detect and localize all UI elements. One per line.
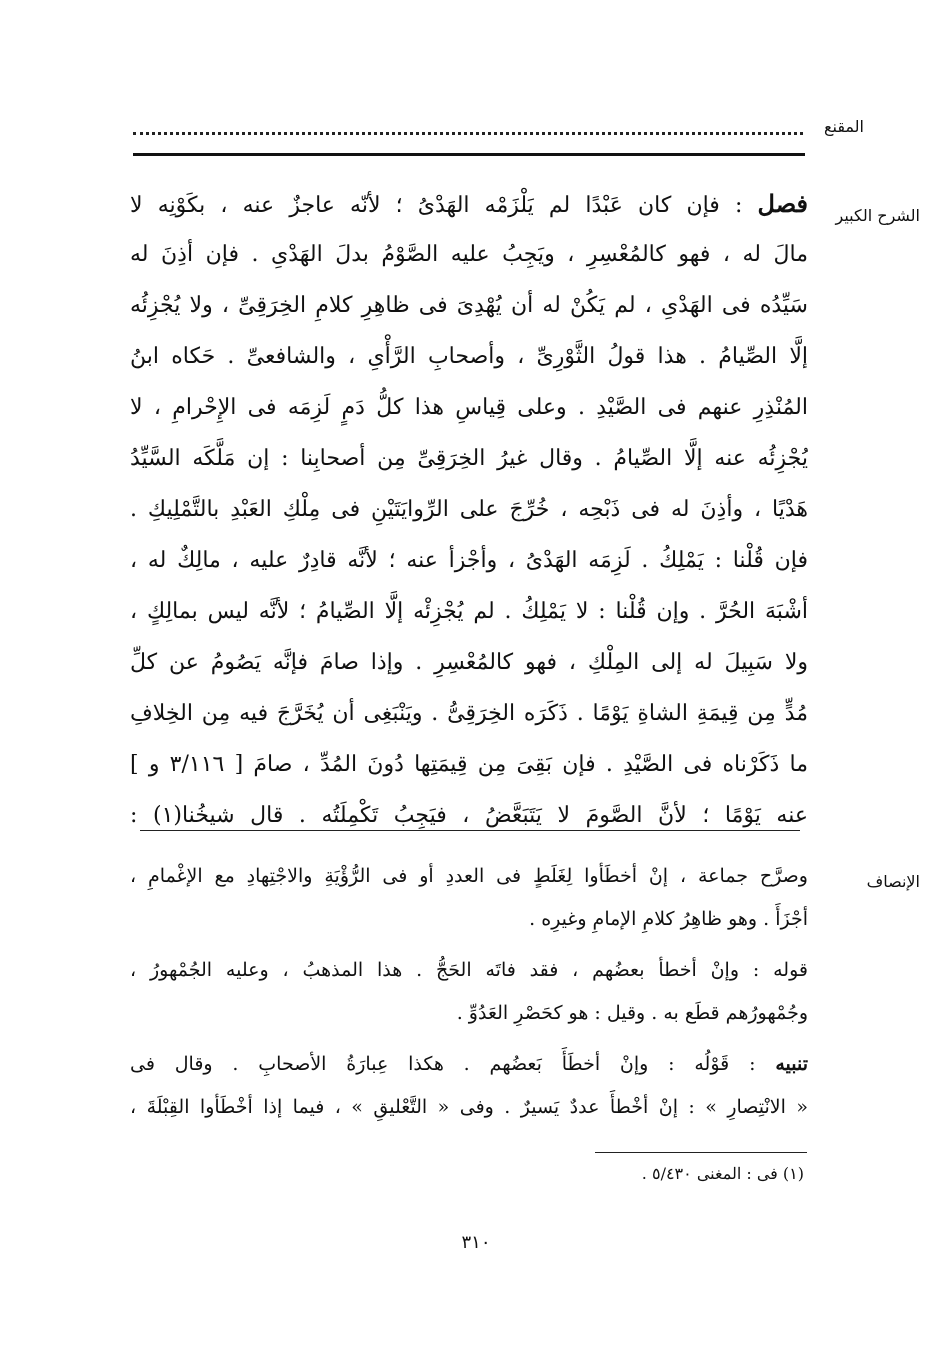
running-header: المقنع: [823, 117, 864, 136]
footnote-rule: [595, 1152, 807, 1153]
header-rule: [133, 153, 805, 156]
header-dotted-rule: [133, 118, 803, 135]
main-text-line: مُدٍّ مِن قِيمَةِ الشاةِ يَوْمًا . ذَكَرَه الخِرَقِىُّ . ويَنْبَغِى أن يُخَرَّجَ فيه مِن الخِلافِ: [130, 701, 808, 726]
main-text-line: مالَ له ، فهو كالمُعْسِرِ ، ويَجِبُ عليه الصَّوْمُ بدلَ الهَدْىِ . فإن أذِنَ له: [130, 242, 808, 267]
main-text-line: إلَّا الصِّيامُ . هذا قولُ الثَّوْرِىِّ ، وأصحابِ الرَّأْىِ ، والشافعىِّ . حَكاه ابنُ: [130, 344, 808, 369]
main-text-line: فإن قُلْنا : يَمْلِكُ . لَزِمَه الهَدْىُ ، وأجْزأ عنه ؛ لأنَّه قادِرٌ عليه ، مالِكٌ له ،: [130, 548, 808, 573]
insaf-text-line: وصرَّح جماعة ، إنْ أخطَأوا لِغَلَطٍ فى العددِ أو فى الرُّؤْيَةِ والاجْتِهادِ مع الإغْمامِ ،: [130, 865, 808, 887]
section-divider: [140, 830, 800, 831]
main-text-line: أشْبَهَ الحُرَّ . وإن قُلْنا : لا يَمْلِكُ . لم يُجْزِئْه إلَّا الصِّيامُ ؛ لأنَّه ليس بمالِكٍ ،: [130, 599, 808, 624]
footnote: (١) فى : المغنى ٥/٤٣٠ .: [641, 1164, 804, 1183]
insaf-text-line-rest: : قَوْلُه : وإنْ أخطَأَ بَعضُهم . هكذا عِبارَةُ الأصحابِ . وقال فى: [130, 1053, 756, 1075]
note-heading: تنبيه: [775, 1053, 808, 1075]
insaf-text-line: وجُمْهورُهم قطَع به . وقيل : هو كحَصْرِ العَدُوِّ .: [456, 1002, 808, 1024]
main-text-line-rest: : فإن كان عَبْدًا لم يَلْزَمْه الهَدْىُ ؛ لأنّه عاجزٌ عنه ، بكَوْنِه لا: [130, 193, 743, 218]
main-text-line: [130, 178, 808, 229]
insaf-text-line: [130, 1043, 808, 1086]
page-number: ٣١٠: [461, 1232, 491, 1253]
insaf-text-line: أجْزَأَ . وهو ظاهِرُ كلامِ الإمامِ وغيرِه .: [529, 908, 808, 930]
main-side-label: الشرح الكبير: [835, 206, 920, 225]
main-text-line: ما ذَكَرْناه فى الصَّيْدِ . فإن بَقِىَ مِن قِيمَتِها دُونَ المُدِّ ، صامَ [ ٣/١١٦ و ]: [130, 752, 808, 777]
insaf-text-block: [130, 855, 808, 1129]
main-text-line: يُجْزِئُه عنه إلَّا الصِّيامُ . وقال غيرُ الخِرَقِىِّ مِن أصحابِنا : إن مَلَّكَه السَّيِّدُ: [130, 446, 808, 471]
insaf-text-line: « الانْتِصارِ » : إنْ أخْطأَ عددٌ يَسيرٌ . وفى « التَّعْليقِ » ، فيما إذا أخْطَأوا القِبْلَةَ ،: [130, 1096, 808, 1118]
main-text-block: [130, 178, 808, 841]
main-text-line: المُنْذِرِ عنهم فى الصَّيْدِ . وعلى قِياسِ هذا كلُّ دَمٍ لَزِمَه فى الإِحْرامِ ، لا: [130, 395, 808, 420]
main-text-line: ولا سَبِيلَ له إلى المِلْكِ ، فهو كالمُعْسِرِ . وإذا صامَ فإنَّه يَصُومُ عن كلِّ: [130, 650, 808, 675]
main-text-line: عنه يَوْمًا ؛ لأنَّ الصَّومَ لا يَتَبَعَّضُ ، فيَجِبُ تَكْمِلَتُه . قال شيخُنا(١) :: [130, 803, 808, 828]
insaf-side-label: الإنصاف: [866, 872, 920, 891]
main-text-line: سَيِّدُه فى الهَدْىِ ، لم يَكُنْ له أن يُهْدِىَ فى ظاهِرِ كلامِ الخِرَقِىِّ ، ولا يُجْزِئُه: [130, 293, 808, 318]
main-text-line: هَدْيًا ، وأذِنَ له فى ذَبْحِه ، خُرِّجَ على الرِّوايَتَيْنِ فى مِلْكِ العَبْدِ بالتَّمْلِيكِ .: [130, 497, 808, 522]
insaf-text-line: قوله : وإنْ أخطأ بعضُهم ، فقد فاتَه الحَجُّ . هذا المذهبُ ، وعليه الجُمْهورُ ،: [130, 959, 808, 981]
section-heading: فصل: [757, 189, 808, 218]
